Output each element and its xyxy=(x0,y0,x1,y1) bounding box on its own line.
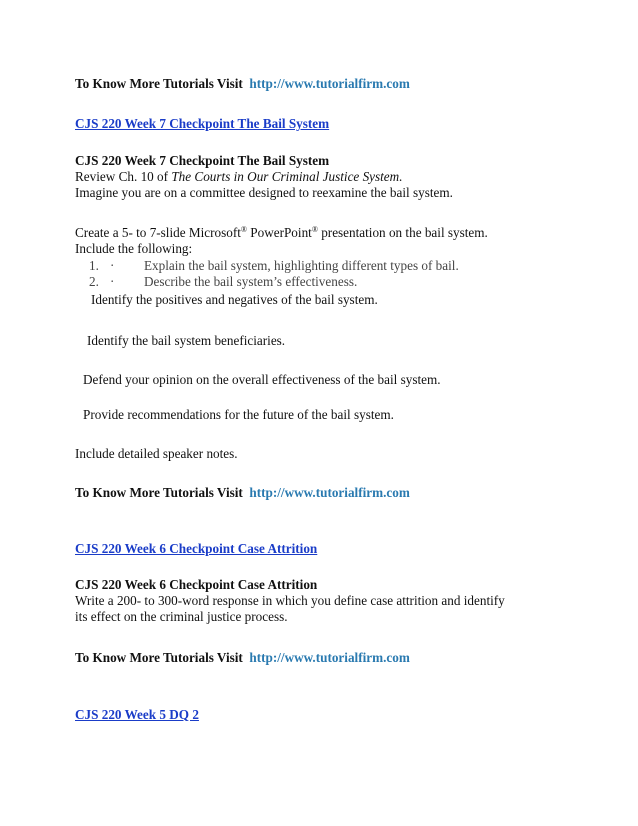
body-text: its effect on the criminal justice process. xyxy=(75,609,288,624)
include-text: Include the following: xyxy=(75,241,193,256)
promo-url-link[interactable]: http://www.tutorialfirm.com xyxy=(249,650,410,665)
section-heading-week6: CJS 220 Week 6 Checkpoint Case Attrition xyxy=(75,577,318,592)
speaker-notes-text: Include detailed speaker notes. xyxy=(75,446,238,461)
book-title: The Courts in Our Criminal Justice System. xyxy=(171,169,403,184)
section-link-week6[interactable]: CJS 220 Week 6 Checkpoint Case Attrition xyxy=(75,541,318,556)
bullet-item: Identify the positives and negatives of the bail system. xyxy=(91,292,378,307)
promo-line xyxy=(75,650,410,666)
section-heading-week7: CJS 220 Week 7 Checkpoint The Bail System xyxy=(75,153,330,168)
list-item: 2. · Describe the bail system’s effectiveness. xyxy=(89,274,358,289)
bullet-item: Defend your opinion on the overall effectiveness of the bail system. xyxy=(83,372,441,387)
promo-label: To Know More Tutorials Visit xyxy=(75,76,243,91)
promo-label: To Know More Tutorials Visit xyxy=(75,650,243,665)
bullet-item: Provide recommendations for the future of the bail system. xyxy=(83,407,394,422)
body-text: Write a 200- to 300-word response in which you define case attrition and identify xyxy=(75,593,505,608)
promo-line xyxy=(75,485,410,501)
section-link-week7[interactable]: CJS 220 Week 7 Checkpoint The Bail System xyxy=(75,116,330,131)
registered-mark: ® xyxy=(240,225,247,234)
review-text: Review Ch. 10 of The Courts in Our Criminal Justice System. xyxy=(75,169,403,184)
promo-url-link[interactable]: http://www.tutorialfirm.com xyxy=(249,76,410,91)
bullet-item: Identify the bail system beneficiaries. xyxy=(87,333,286,348)
promo-label: To Know More Tutorials Visit xyxy=(75,485,243,500)
create-text: Create a 5- to 7-slide Microsoft® PowerPoint® presentation on the bail system. xyxy=(75,225,488,240)
promo-line xyxy=(75,76,410,92)
imagine-text: Imagine you are on a committee designed to reexamine the bail system. xyxy=(75,185,453,200)
list-item: 1. · Explain the bail system, highlighting different types of bail. xyxy=(89,258,459,273)
registered-mark: ® xyxy=(311,225,318,234)
section-link-week5[interactable]: CJS 220 Week 5 DQ 2 xyxy=(75,707,199,722)
promo-url-link[interactable]: http://www.tutorialfirm.com xyxy=(249,485,410,500)
